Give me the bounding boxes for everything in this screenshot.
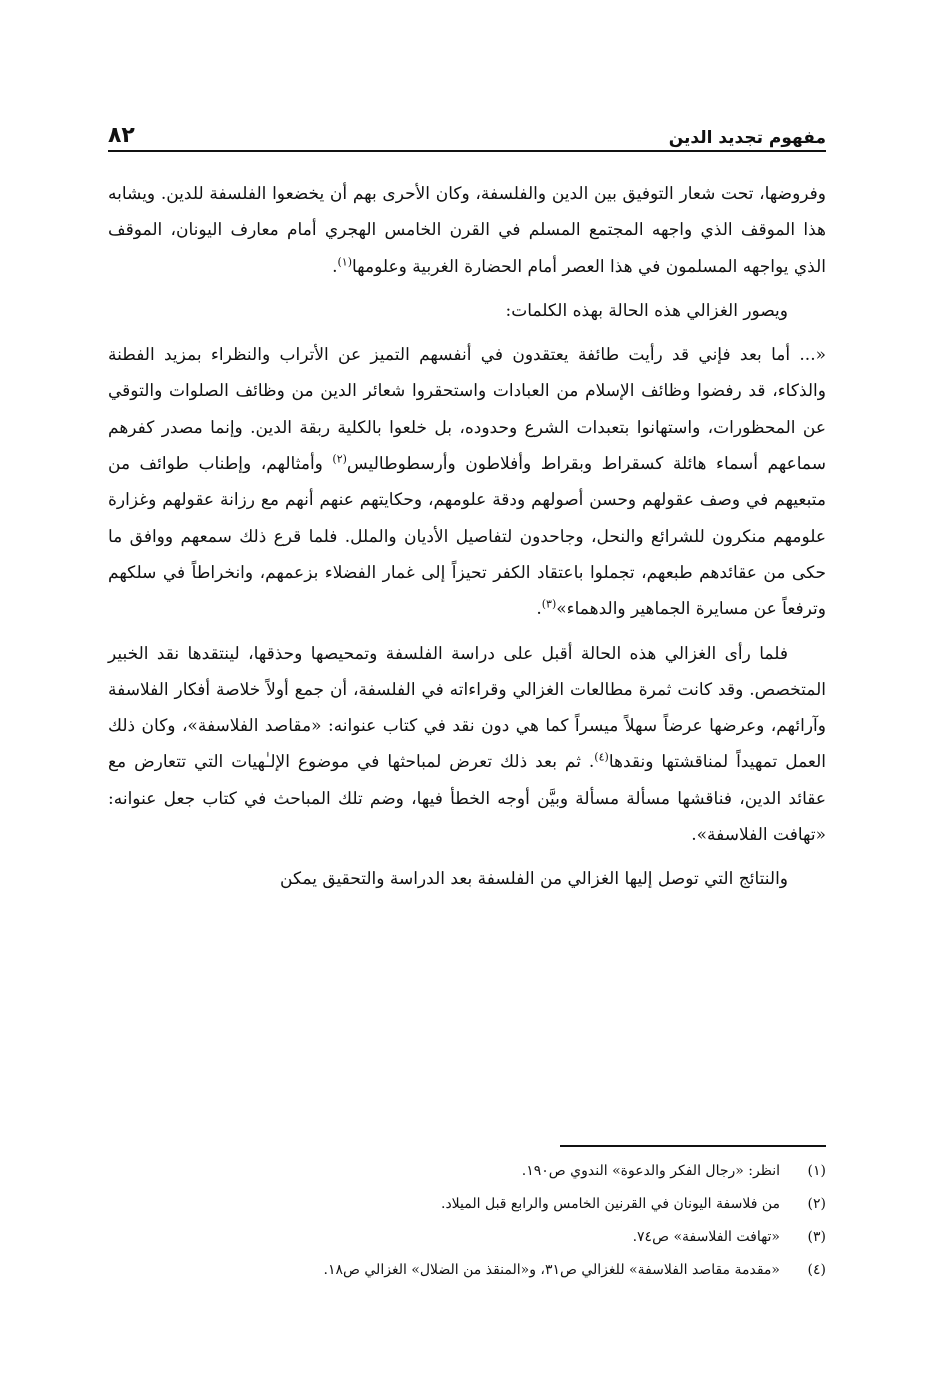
footnote-2: (٢) من فلاسفة اليونان في القرنين الخامس والرابع قبل الميلاد. xyxy=(441,1196,826,1212)
footnote-ref-2: (٢) xyxy=(332,452,347,466)
running-title: مفهوم تجديد الدين xyxy=(668,128,826,148)
footnote-1: (١) انظر: «رجال الفكر والدعوة» الندوي ص١٩٠. xyxy=(521,1163,826,1179)
paragraph-1: وفروضها، تحت شعار التوفيق بين الدين والفلسفة، وكان الأحرى بهم أن يخضعوا الفلسفة للدين. ويشابه هذا الموقف الذي واجهه المجتمع المسلم في القرن الخامس الهجري أمام معارف اليونان، الموقف الذي يواجهه المسلمون في هذا العصر أمام الحضارة الغربية وعلومها$^{(١)}$. xyxy=(108,184,826,277)
header-rule xyxy=(108,150,826,152)
body-text xyxy=(108,176,826,906)
paragraph-5: والنتائج التي توصل إليها الغزالي من الفلسفة بعد الدراسة والتحقيق يمكن xyxy=(280,869,788,890)
quote-paragraph: «... أما بعد فإني قد رأيت طائفة يعتقدون في أنفسهم التميز عن الأتراب والنظراء بمزيد الفطنة والذكاء، قد رفضوا وظائف الإسلام من العبادات واستحقروا شعائر الدين من وظائف الصلوات والتوقي عن المحظورات، واستهانوا بتعبدات الشرع وحدوده، بل خلعوا بالكلية ربقة الدين. وإنما مصدر كفرهم سماعهم أسماء هائلة كسقراط وبقراط وأفلاطون وأرسطوطاليس$^{(٢)}$ وأمثالهم، وإطناب طوائف من متبعيهم في وصف عقولهم وحسن أصولهم ودقة علومهم، وحكايتهم عنهم أنهم مع رزانة عقولهم وغزارة علومهم منكرون للشرائع والنحل، وجاحدون لتفاصيل الأديان والملل. فلما قرع ذلك سمعهم ووافق ما حكى من عقائدهم طبعهم، تجملوا باعتقاد الكفر تحيزاً إلى غمار الفضلاء بزعمهم، وانخراطاً في سلكهم وترفعاً عن مسايرة الجماهير والدهماء»$^{(٣)}$. xyxy=(108,345,826,620)
footnote-ref-4: (٤) xyxy=(594,750,609,764)
footnote-ref-1: (١) xyxy=(337,254,352,268)
page-number: ٨٢ xyxy=(108,123,135,148)
footnote-ref-3: (٣) xyxy=(541,597,557,611)
paragraph-2: ويصور الغزالي هذه الحالة بهذه الكلمات: xyxy=(505,300,788,321)
footnote-rule xyxy=(560,1145,826,1147)
footnotes xyxy=(108,1155,826,1287)
footnote-3: (٣) «تهافت الفلاسفة» ص٧٤. xyxy=(632,1229,826,1245)
footnote-4: (٤) «مقدمة مقاصد الفلاسفة» للغزالي ص٣١، و«المنقذ من الضلال» الغزالي ص١٨. xyxy=(323,1262,826,1278)
paragraph-4: فلما رأى الغزالي هذه الحالة أقبل على دراسة الفلسفة وتمحيصها وحذقها، لينتقدها نقد الخبير المتخصص. وقد كانت ثمرة مطالعات الغزالي وقراءاته في الفلسفة، أن جمع أولاً خلاصة أفكار الفلاسفة وآرائهم، وعرضها عرضاً سهلاً ميسراً كما هي دون نقد في كتاب عنوانه: «مقاصد الفلاسفة»، وكان ذلك العمل تمهيداً لمناقشتها ونقدها$^{(٤)}$. ثم بعد ذلك تعرض لمباحثها في موضوع الإلـٰهيات التي تتعارض مع عقائد الدين، فناقشها مسألة مسألة وبيَّن أوجه الخطأ فيها، وضم تلك المباحث في كتاب جعل عنوانه: «تهافت الفلاسفة». xyxy=(108,643,826,846)
page-header xyxy=(108,112,826,148)
